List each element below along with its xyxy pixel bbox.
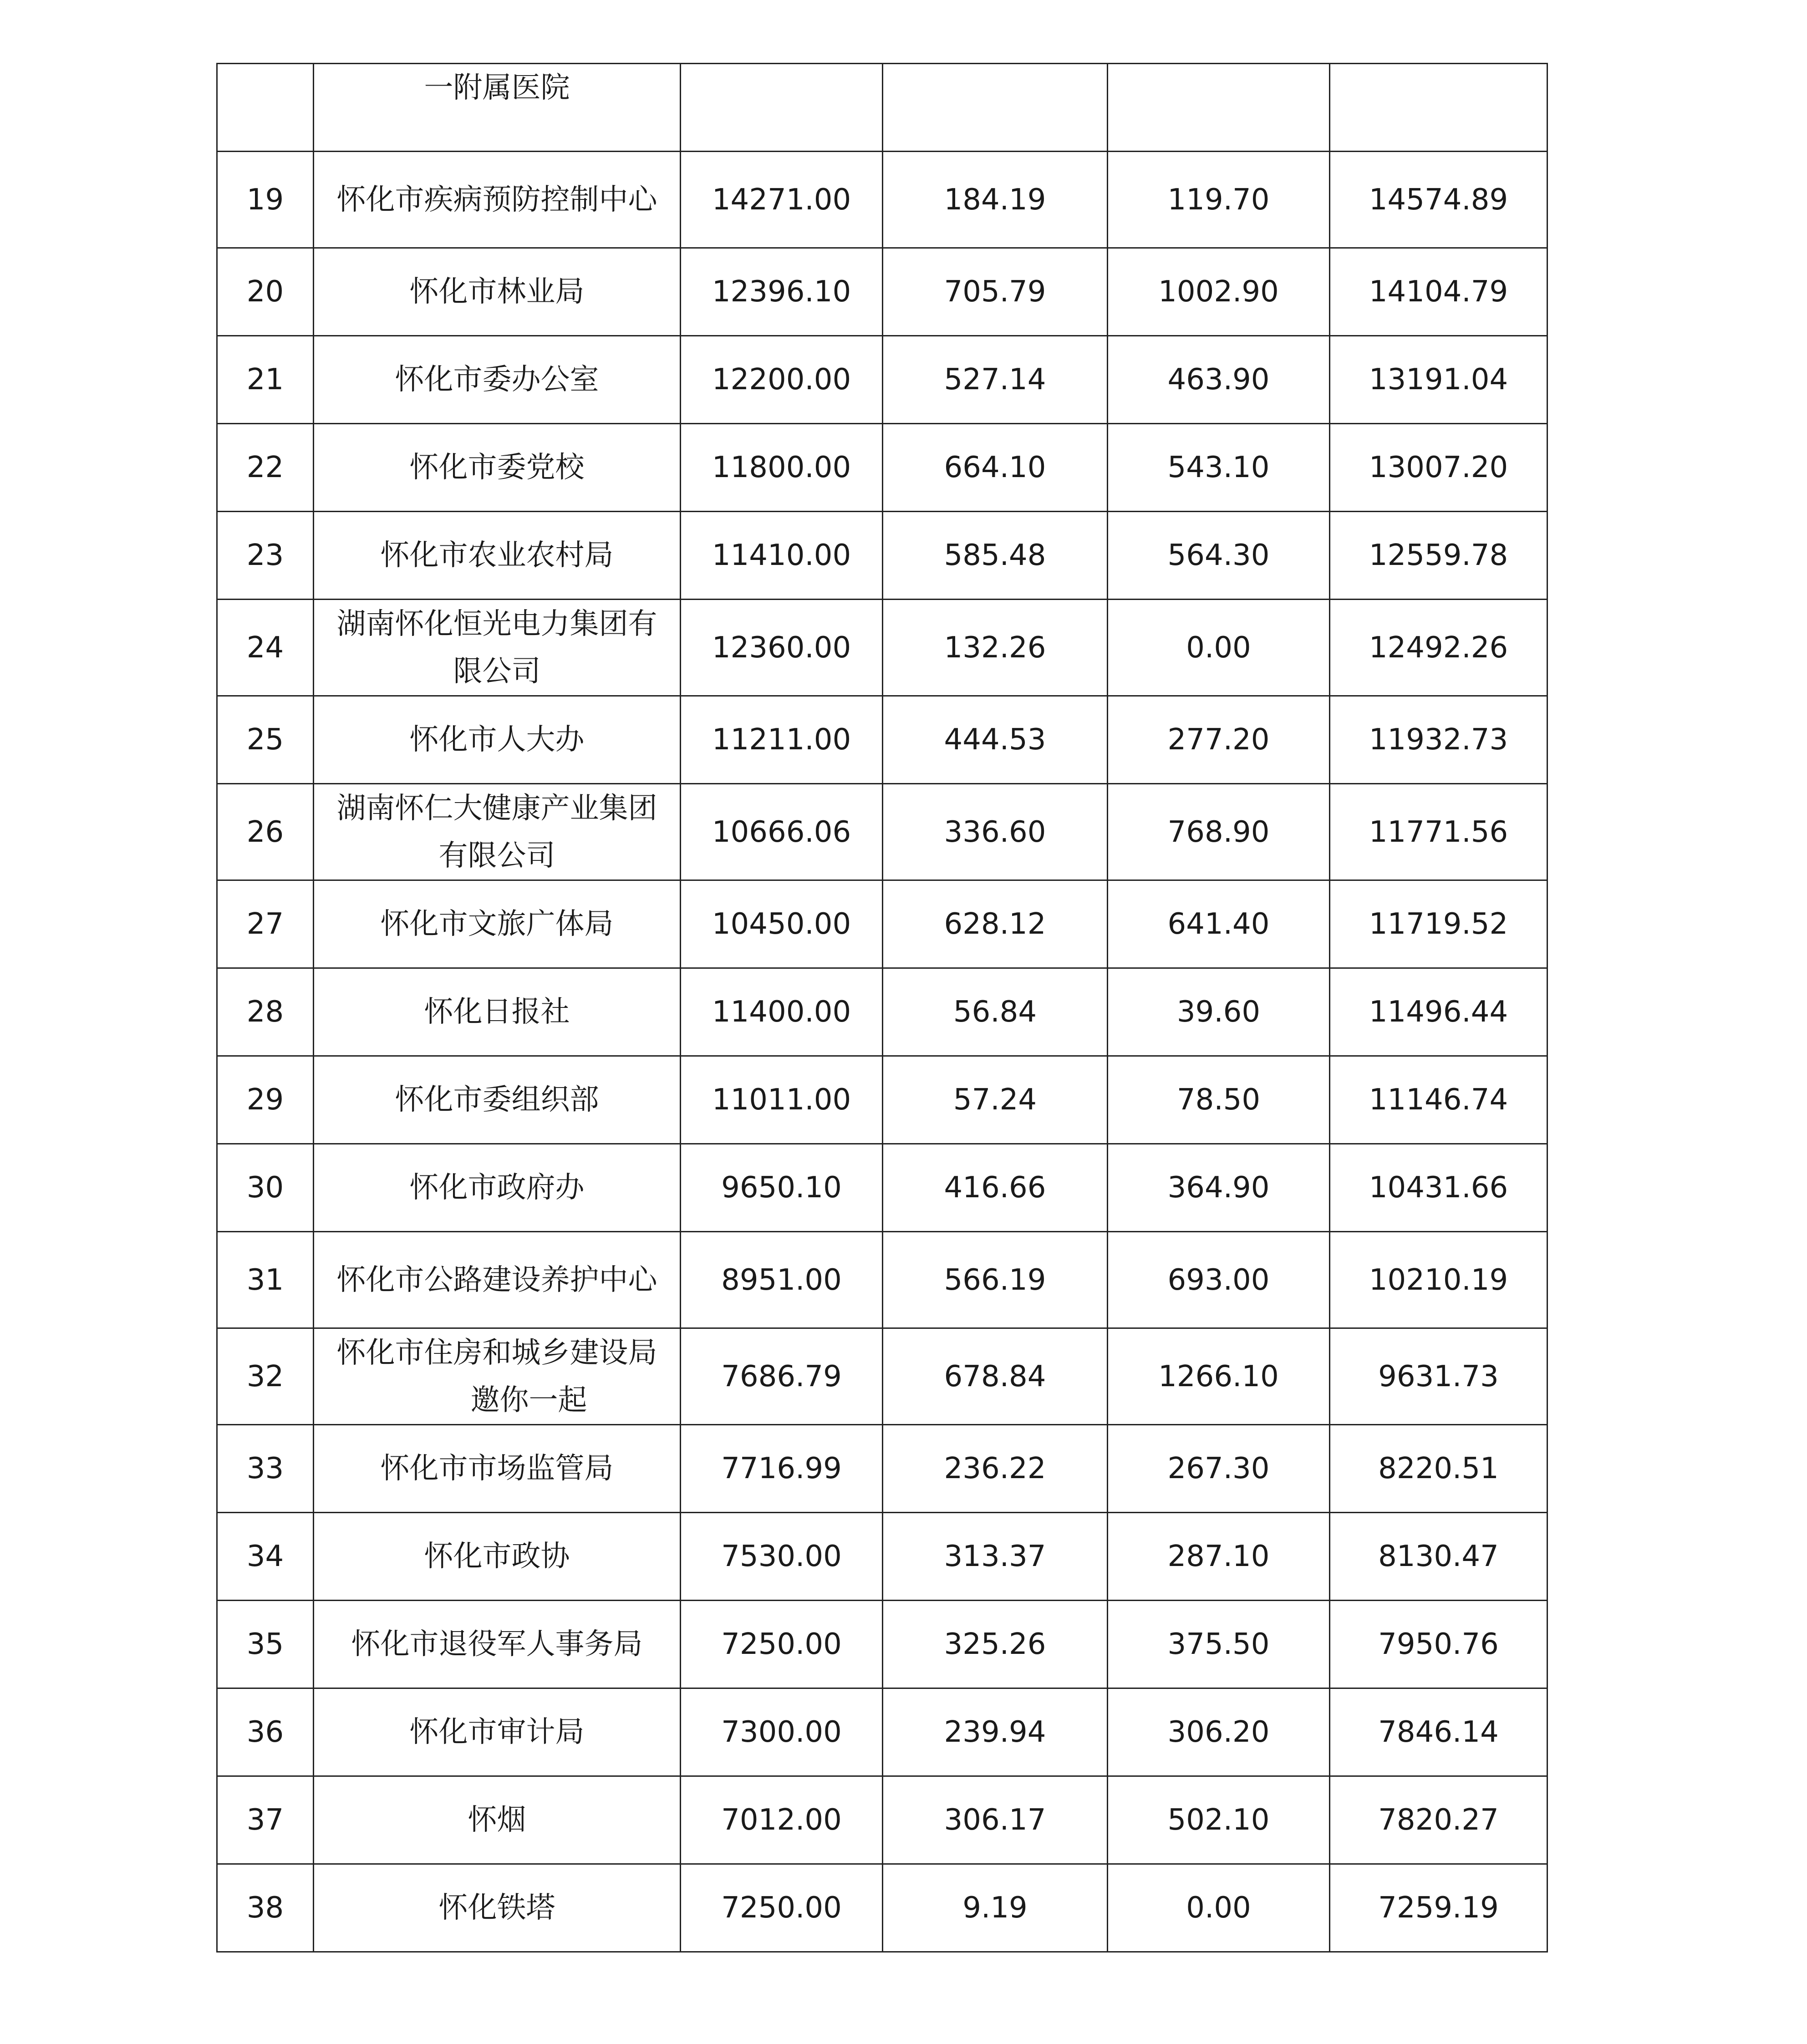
cell-name bbox=[314, 1328, 681, 1425]
cell-col4: 705.79 bbox=[883, 248, 1108, 336]
table-row bbox=[217, 1601, 1547, 1688]
cell-col5: 287.10 bbox=[1108, 1513, 1330, 1601]
cell-name-text: 湖南怀仁大健康产业集团有限公司 bbox=[336, 791, 657, 873]
cell-col4: 56.84 bbox=[883, 968, 1108, 1056]
cell-name-text: 怀化市委组织部 bbox=[395, 1083, 599, 1117]
cell-col5: 78.50 bbox=[1108, 1056, 1330, 1144]
cell-col3: 7530.00 bbox=[681, 1513, 883, 1601]
cell-name-text: 怀化市疾病预防控制中心 bbox=[336, 183, 657, 217]
cell-col3: 7012.00 bbox=[681, 1776, 883, 1864]
table-row bbox=[217, 248, 1547, 336]
cell-name bbox=[314, 600, 681, 696]
cell-col5 bbox=[1108, 64, 1330, 152]
cell-name bbox=[314, 1688, 681, 1776]
cell-col4: 336.60 bbox=[883, 784, 1108, 880]
cell-name bbox=[314, 784, 681, 880]
cell-col5: 543.10 bbox=[1108, 424, 1330, 512]
cell-col5: 119.70 bbox=[1108, 152, 1330, 248]
cell-col5: 564.30 bbox=[1108, 512, 1330, 600]
cell-no: 23 bbox=[217, 512, 314, 600]
cell-name: 一附属医院 bbox=[314, 64, 681, 152]
cell-col5: 364.90 bbox=[1108, 1144, 1330, 1232]
cell-no: 37 bbox=[217, 1776, 314, 1864]
cell-col3 bbox=[681, 64, 883, 152]
cell-name bbox=[314, 1776, 681, 1864]
cell-total: 11496.44 bbox=[1330, 968, 1547, 1056]
cell-name-text: 怀化市政府办 bbox=[409, 1171, 585, 1205]
cell-col3: 11400.00 bbox=[681, 968, 883, 1056]
cell-col4: 628.12 bbox=[883, 880, 1108, 968]
table-row bbox=[217, 696, 1547, 784]
cell-no: 38 bbox=[217, 1864, 314, 1952]
cell-col5: 1002.90 bbox=[1108, 248, 1330, 336]
table-row bbox=[217, 336, 1547, 424]
cell-no: 32 bbox=[217, 1328, 314, 1425]
cell-col4: 184.19 bbox=[883, 152, 1108, 248]
cell-col4 bbox=[883, 64, 1108, 152]
table-row bbox=[217, 1328, 1547, 1425]
cell-no: 34 bbox=[217, 1513, 314, 1601]
cell-no: 33 bbox=[217, 1425, 314, 1513]
cell-col3: 7686.79 bbox=[681, 1328, 883, 1425]
cell-col4: 664.10 bbox=[883, 424, 1108, 512]
cell-col5: 768.90 bbox=[1108, 784, 1330, 880]
cell-col4: 313.37 bbox=[883, 1513, 1108, 1601]
cell-name bbox=[314, 696, 681, 784]
cell-no: 19 bbox=[217, 152, 314, 248]
table-row bbox=[217, 1425, 1547, 1513]
cell-name-text: 怀化市文旅广体局 bbox=[380, 907, 614, 941]
cell-col3: 12360.00 bbox=[681, 600, 883, 696]
cell-total: 11719.52 bbox=[1330, 880, 1547, 968]
cell-col3: 11211.00 bbox=[681, 696, 883, 784]
cell-name bbox=[314, 248, 681, 336]
cell-col3: 10666.06 bbox=[681, 784, 883, 880]
cell-col3: 10450.00 bbox=[681, 880, 883, 968]
cell-no: 31 bbox=[217, 1232, 314, 1328]
cell-col3: 8951.00 bbox=[681, 1232, 883, 1328]
table-row bbox=[217, 424, 1547, 512]
cell-total: 11932.73 bbox=[1330, 696, 1547, 784]
cell-col4: 416.66 bbox=[883, 1144, 1108, 1232]
cell-no: 30 bbox=[217, 1144, 314, 1232]
cell-col3: 12200.00 bbox=[681, 336, 883, 424]
cell-name bbox=[314, 968, 681, 1056]
cell-col5: 463.90 bbox=[1108, 336, 1330, 424]
cell-col3: 11800.00 bbox=[681, 424, 883, 512]
cell-total: 10431.66 bbox=[1330, 1144, 1547, 1232]
cell-total: 8130.47 bbox=[1330, 1513, 1547, 1601]
cell-col3: 7250.00 bbox=[681, 1864, 883, 1952]
cell-name-text: 怀化市委党校 bbox=[409, 451, 585, 484]
cell-total: 12492.26 bbox=[1330, 600, 1547, 696]
table-row bbox=[217, 1864, 1547, 1952]
cell-col4: 132.26 bbox=[883, 600, 1108, 696]
cell-col5: 306.20 bbox=[1108, 1688, 1330, 1776]
cell-name-text: 怀化市委办公室 bbox=[395, 363, 599, 397]
cell-name-text: 怀化市政协 bbox=[424, 1540, 570, 1573]
table-row bbox=[217, 1513, 1547, 1601]
cell-total: 11771.56 bbox=[1330, 784, 1547, 880]
cell-no: 22 bbox=[217, 424, 314, 512]
cell-col3: 7716.99 bbox=[681, 1425, 883, 1513]
cell-name-text: 怀化市林业局 bbox=[409, 275, 585, 309]
cell-total: 8220.51 bbox=[1330, 1425, 1547, 1513]
cell-name-text: 怀化市审计局 bbox=[409, 1715, 585, 1749]
table-row bbox=[217, 1232, 1547, 1328]
cell-col4: 236.22 bbox=[883, 1425, 1108, 1513]
cell-total: 7820.27 bbox=[1330, 1776, 1547, 1864]
table-row-continuation bbox=[217, 64, 1547, 152]
cell-no: 35 bbox=[217, 1601, 314, 1688]
cell-total: 10210.19 bbox=[1330, 1232, 1547, 1328]
cell-total: 13007.20 bbox=[1330, 424, 1547, 512]
cell-col4: 678.84 bbox=[883, 1328, 1108, 1425]
cell-name-text: 怀化日报社 bbox=[424, 995, 570, 1029]
cell-col3: 7250.00 bbox=[681, 1601, 883, 1688]
cell-col3: 12396.10 bbox=[681, 248, 883, 336]
cell-col4: 325.26 bbox=[883, 1601, 1108, 1688]
cell-col5: 267.30 bbox=[1108, 1425, 1330, 1513]
cell-total: 13191.04 bbox=[1330, 336, 1547, 424]
cell-col4: 444.53 bbox=[883, 696, 1108, 784]
cell-name bbox=[314, 1232, 681, 1328]
cell-total: 14574.89 bbox=[1330, 152, 1547, 248]
cell-name-text: 怀化市农业农村局 bbox=[380, 539, 614, 572]
table-row bbox=[217, 1688, 1547, 1776]
cell-name bbox=[314, 1056, 681, 1144]
cell-name bbox=[314, 1144, 681, 1232]
table-row bbox=[217, 1144, 1547, 1232]
cell-col5: 39.60 bbox=[1108, 968, 1330, 1056]
cell-no: 36 bbox=[217, 1688, 314, 1776]
cell-name-extra: 邀你一起 bbox=[470, 1383, 587, 1417]
cell-no: 29 bbox=[217, 1056, 314, 1144]
cell-total bbox=[1330, 64, 1547, 152]
table-row bbox=[217, 512, 1547, 600]
cell-no: 28 bbox=[217, 968, 314, 1056]
table-row bbox=[217, 968, 1547, 1056]
cell-total: 11146.74 bbox=[1330, 1056, 1547, 1144]
data-table bbox=[216, 63, 1548, 1952]
cell-col5: 502.10 bbox=[1108, 1776, 1330, 1864]
cell-no: 21 bbox=[217, 336, 314, 424]
cell-no: 20 bbox=[217, 248, 314, 336]
cell-name-text: 怀化市公路建设养护中心 bbox=[336, 1263, 657, 1297]
cell-name-text: 怀化市人大办 bbox=[409, 723, 585, 757]
cell-name-text: 怀化市住房和城乡建设局 bbox=[336, 1336, 657, 1370]
cell-name bbox=[314, 424, 681, 512]
cell-col5: 277.20 bbox=[1108, 696, 1330, 784]
cell-col5: 0.00 bbox=[1108, 600, 1330, 696]
cell-total: 7259.19 bbox=[1330, 1864, 1547, 1952]
cell-name bbox=[314, 880, 681, 968]
table-row bbox=[217, 1056, 1547, 1144]
cell-total: 7950.76 bbox=[1330, 1601, 1547, 1688]
table-row bbox=[217, 880, 1547, 968]
cell-no bbox=[217, 64, 314, 152]
table-row bbox=[217, 784, 1547, 880]
cell-total: 7846.14 bbox=[1330, 1688, 1547, 1776]
cell-name bbox=[314, 1601, 681, 1688]
cell-name-text: 怀化市市场监管局 bbox=[380, 1452, 614, 1485]
cell-name bbox=[314, 512, 681, 600]
cell-name-text: 怀化市退役军人事务局 bbox=[351, 1627, 643, 1661]
cell-col4: 306.17 bbox=[883, 1776, 1108, 1864]
cell-col5: 641.40 bbox=[1108, 880, 1330, 968]
cell-name bbox=[314, 1513, 681, 1601]
cell-col5: 0.00 bbox=[1108, 1864, 1330, 1952]
cell-col3: 11011.00 bbox=[681, 1056, 883, 1144]
cell-name-text: 怀化铁塔 bbox=[438, 1891, 555, 1925]
table-row bbox=[217, 152, 1547, 248]
cell-total: 9631.73 bbox=[1330, 1328, 1547, 1425]
cell-col4: 527.14 bbox=[883, 336, 1108, 424]
cell-col3: 7300.00 bbox=[681, 1688, 883, 1776]
cell-col4: 566.19 bbox=[883, 1232, 1108, 1328]
cell-total: 12559.78 bbox=[1330, 512, 1547, 600]
cell-name-text: 湖南怀化恒光电力集团有限公司 bbox=[336, 607, 657, 688]
cell-name bbox=[314, 1864, 681, 1952]
cell-no: 24 bbox=[217, 600, 314, 696]
table-row bbox=[217, 600, 1547, 696]
cell-total: 14104.79 bbox=[1330, 248, 1547, 336]
cell-no: 26 bbox=[217, 784, 314, 880]
cell-no: 25 bbox=[217, 696, 314, 784]
cell-col5: 375.50 bbox=[1108, 1601, 1330, 1688]
cell-col5: 1266.10 bbox=[1108, 1328, 1330, 1425]
cell-col4: 239.94 bbox=[883, 1688, 1108, 1776]
cell-name bbox=[314, 152, 681, 248]
cell-name bbox=[314, 1425, 681, 1513]
cell-col4: 57.24 bbox=[883, 1056, 1108, 1144]
cell-col3: 11410.00 bbox=[681, 512, 883, 600]
cell-col3: 9650.10 bbox=[681, 1144, 883, 1232]
cell-name-text: 怀烟 bbox=[468, 1803, 526, 1837]
cell-col5: 693.00 bbox=[1108, 1232, 1330, 1328]
cell-col3: 14271.00 bbox=[681, 152, 883, 248]
cell-no: 27 bbox=[217, 880, 314, 968]
cell-col4: 9.19 bbox=[883, 1864, 1108, 1952]
table-row bbox=[217, 1776, 1547, 1864]
cell-name bbox=[314, 336, 681, 424]
cell-col4: 585.48 bbox=[883, 512, 1108, 600]
